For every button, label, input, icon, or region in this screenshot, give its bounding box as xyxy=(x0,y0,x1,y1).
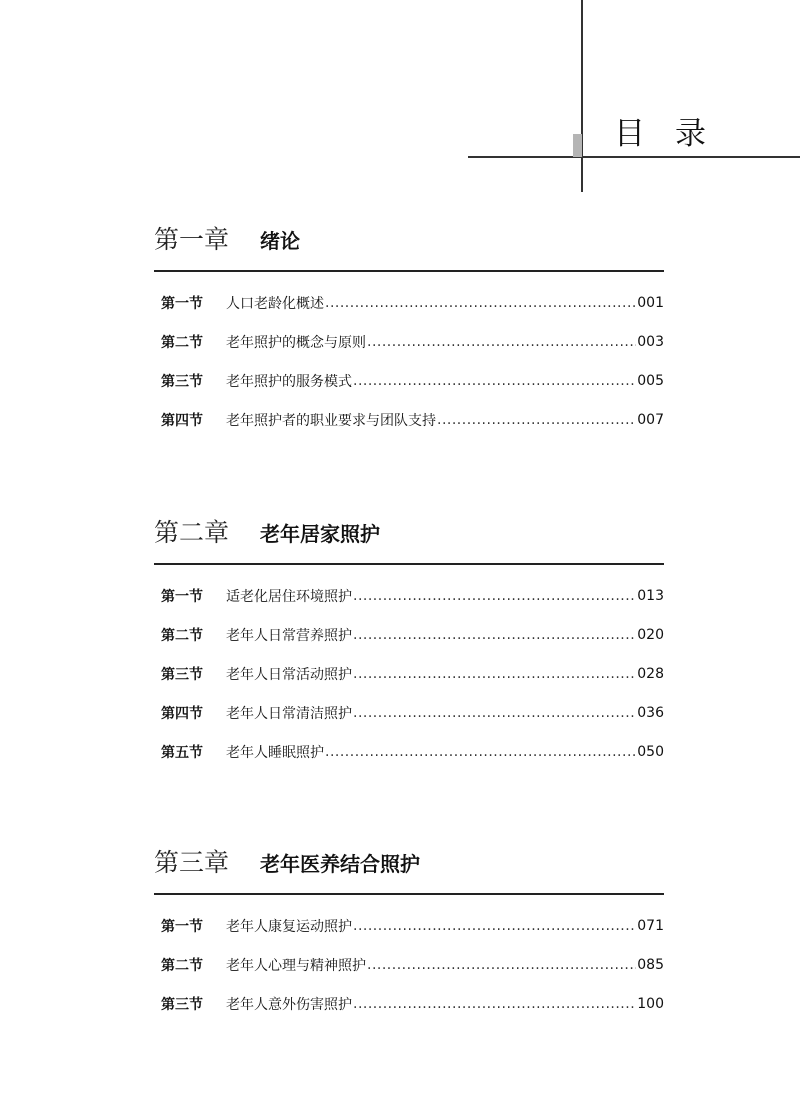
decorative-gray-block xyxy=(573,134,582,157)
page-number: 013 xyxy=(637,587,664,604)
section-number: 第四节 xyxy=(161,705,203,722)
section-number: 第一节 xyxy=(161,588,203,605)
decorative-horizontal-line xyxy=(468,156,800,158)
page-number: 003 xyxy=(637,333,664,350)
chapter-1 xyxy=(154,220,664,439)
toc-entry[interactable] xyxy=(154,361,664,400)
chapter-heading xyxy=(154,220,664,260)
section-number: 第三节 xyxy=(161,996,203,1013)
section-number: 第二节 xyxy=(161,627,203,644)
decorative-vertical-line xyxy=(581,0,583,192)
section-title: 老年人康复运动照护 xyxy=(226,918,352,935)
section-title: 适老化居住环境照护 xyxy=(226,588,352,605)
chapter-heading xyxy=(154,513,664,553)
section-title: 人口老龄化概述 xyxy=(226,295,324,312)
chapter-number: 第二章 xyxy=(154,518,230,547)
toc-entry[interactable] xyxy=(154,654,664,693)
dot-leader xyxy=(353,666,636,682)
chapter-rule xyxy=(154,270,664,272)
chapter-rule xyxy=(154,893,664,895)
dot-leader xyxy=(437,412,636,428)
page-number: 036 xyxy=(637,704,664,721)
section-number: 第一节 xyxy=(161,918,203,935)
chapter-title: 绪论 xyxy=(260,229,300,253)
toc-entry[interactable] xyxy=(154,984,664,1023)
toc-entry[interactable] xyxy=(154,945,664,984)
dot-leader xyxy=(367,334,636,350)
section-title: 老年人意外伤害照护 xyxy=(226,996,352,1013)
dot-leader xyxy=(353,705,636,721)
chapter-rule xyxy=(154,563,664,565)
page-number: 028 xyxy=(637,665,664,682)
toc-entry[interactable] xyxy=(154,322,664,361)
dot-leader xyxy=(353,588,636,604)
section-title: 老年人心理与精神照护 xyxy=(226,957,366,974)
dot-leader xyxy=(353,373,636,389)
section-number: 第五节 xyxy=(161,744,203,761)
dot-leader xyxy=(325,744,636,760)
section-number: 第四节 xyxy=(161,412,203,429)
page-number: 050 xyxy=(637,743,664,760)
section-title: 老年照护的服务模式 xyxy=(226,373,352,390)
page-number: 071 xyxy=(637,917,664,934)
section-number: 第二节 xyxy=(161,334,203,351)
chapter-2 xyxy=(154,513,664,771)
toc-entry[interactable] xyxy=(154,615,664,654)
page-number: 085 xyxy=(637,956,664,973)
section-number: 第二节 xyxy=(161,957,203,974)
section-title: 老年人日常清洁照护 xyxy=(226,705,352,722)
page-number: 005 xyxy=(637,372,664,389)
toc-entry[interactable] xyxy=(154,283,664,322)
section-number: 第三节 xyxy=(161,666,203,683)
toc-entry[interactable] xyxy=(154,732,664,771)
dot-leader xyxy=(353,627,636,643)
chapter-title: 老年居家照护 xyxy=(260,522,380,546)
toc-entry[interactable] xyxy=(154,906,664,945)
dot-leader xyxy=(353,996,636,1012)
page-title: 目录 xyxy=(614,116,736,152)
page-number: 007 xyxy=(637,411,664,428)
dot-leader xyxy=(367,957,636,973)
chapter-title: 老年医养结合照护 xyxy=(260,852,420,876)
page-number: 100 xyxy=(637,995,664,1012)
section-title: 老年人睡眠照护 xyxy=(226,744,324,761)
section-title: 老年人日常活动照护 xyxy=(226,666,352,683)
page-number: 020 xyxy=(637,626,664,643)
chapter-number: 第三章 xyxy=(154,848,230,877)
dot-leader xyxy=(325,295,636,311)
section-number: 第三节 xyxy=(161,373,203,390)
dot-leader xyxy=(353,918,636,934)
section-number: 第一节 xyxy=(161,295,203,312)
chapter-heading xyxy=(154,843,664,883)
page-number: 001 xyxy=(637,294,664,311)
section-title: 老年照护的概念与原则 xyxy=(226,334,366,351)
toc-entry[interactable] xyxy=(154,400,664,439)
chapter-3 xyxy=(154,843,664,1023)
section-title: 老年照护者的职业要求与团队支持 xyxy=(226,412,436,429)
section-title: 老年人日常营养照护 xyxy=(226,627,352,644)
toc-entry[interactable] xyxy=(154,576,664,615)
chapter-number: 第一章 xyxy=(154,225,230,254)
toc-entry[interactable] xyxy=(154,693,664,732)
